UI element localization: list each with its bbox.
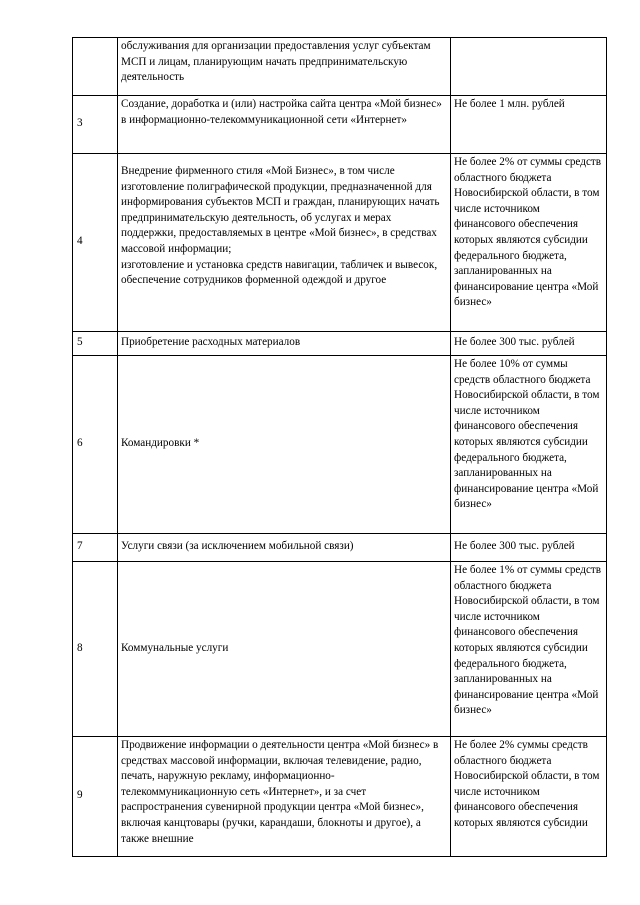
row-number: 9 — [73, 737, 118, 857]
row-description: Услуги связи (за исключением мобильной связи) — [118, 534, 451, 562]
row-description: Создание, доработка и (или) настройка сайта центра «Мой бизнес» в информационно-телекоммуникационной сети «Интернет» — [118, 96, 451, 154]
row-number: 5 — [73, 332, 118, 356]
row-description: Командировки * — [118, 356, 451, 534]
row-number: 7 — [73, 534, 118, 562]
table-row — [73, 332, 607, 356]
row-description: Продвижение информации о деятельности центра «Мой бизнес» в средствах массовой информации, включая телевидение, радио, печать, наружную рекламу, информационно-телекоммуникационную сеть «Интернет», и за счет распространения сувенирной продукции центра «Мой бизнес», включая канцтовары (ручки, карандаши, блокноты и другое), а также внешние — [118, 737, 451, 857]
row-limit: Не более 10% от суммы средств областного бюджета Новосибирской области, в том числе источником финансового обеспечения которых являются субсидии федерального бюджета, запланированных на финансирование центра «Мой бизнес» — [451, 356, 607, 534]
table-row — [73, 38, 607, 96]
row-limit: Не более 1% от суммы средств областного бюджета Новосибирской области, в том числе источником финансового обеспечения которых являются субсидии федерального бюджета, запланированных на финансирование центра «Мой бизнес» — [451, 562, 607, 737]
row-limit: Не более 2% от суммы средств областного бюджета Новосибирской области, в том числе источником финансового обеспечения которых являются субсидии федерального бюджета, запланированных на финансирование центра «Мой бизнес» — [451, 154, 607, 332]
table-row — [73, 534, 607, 562]
row-limit: Не более 300 тыс. рублей — [451, 332, 607, 356]
table-row — [73, 96, 607, 154]
row-description: обслуживания для организации предоставления услуг субъектам МСП и лицам, планирующим начать предпринимательскую деятельность — [118, 38, 451, 96]
row-limit: Не более 1 млн. рублей — [451, 96, 607, 154]
expenses-table — [72, 37, 607, 857]
row-limit — [451, 38, 607, 96]
table-row — [73, 562, 607, 737]
row-number: 3 — [73, 96, 118, 154]
table-row — [73, 356, 607, 534]
row-limit: Не более 300 тыс. рублей — [451, 534, 607, 562]
table-row — [73, 154, 607, 332]
row-limit: Не более 2% суммы средств областного бюджета Новосибирской области, в том числе источником финансового обеспечения которых являются субсидии — [451, 737, 607, 857]
row-description: Внедрение фирменного стиля «Мой Бизнес», в том числе изготовление полиграфической продукции, предназначенной для информирования субъектов МСП и граждан, планирующих начать предпринимательскую деятельность, об услугах и мерах поддержки, предоставляемых в центре «Мой бизнес», в средствах массовой информации; изготовление и установка средств навигации, табличек и вывесок, обеспечение сотрудников форменной одеждой и другое — [118, 154, 451, 332]
table-row — [73, 737, 607, 857]
row-number: 6 — [73, 356, 118, 534]
row-description: Приобретение расходных материалов — [118, 332, 451, 356]
row-number: 4 — [73, 154, 118, 332]
row-number: 8 — [73, 562, 118, 737]
row-number — [73, 38, 118, 96]
row-description: Коммунальные услуги — [118, 562, 451, 737]
